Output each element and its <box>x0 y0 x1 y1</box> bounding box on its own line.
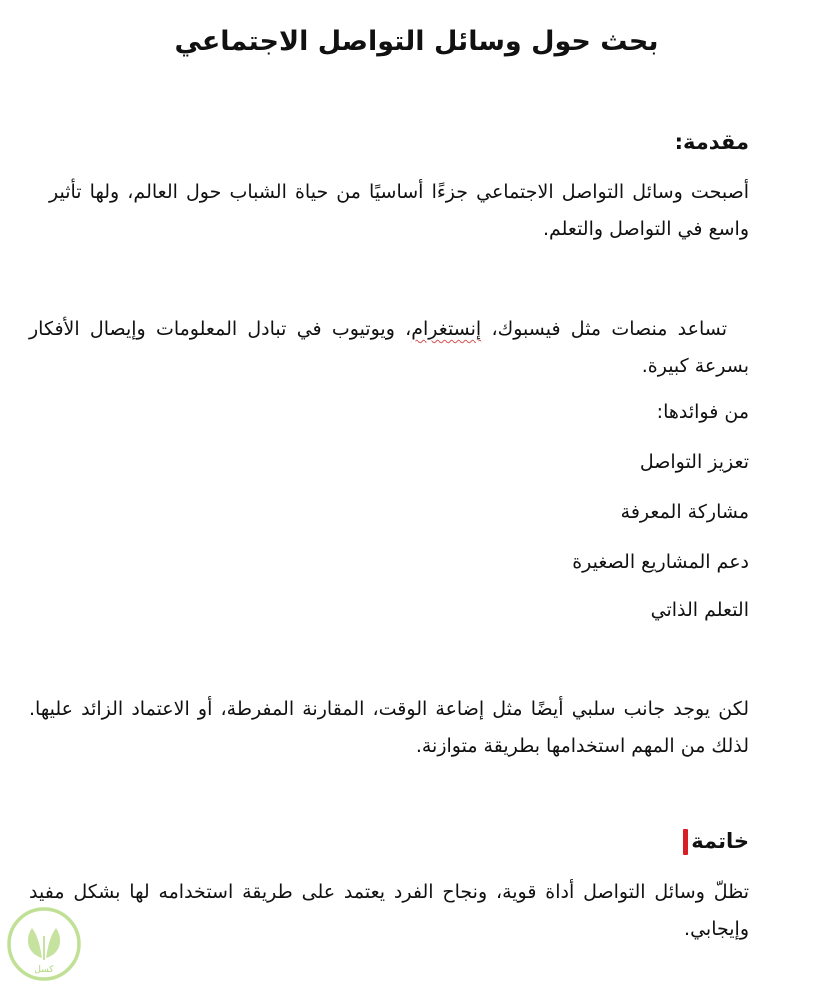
intro-paragraph: أصبحت وسائل التواصل الاجتماعي جزءًا أساسيًا من حياة الشباب حول العالم، ولها تأثير واسع في التواصل والتعلم. <box>49 181 749 240</box>
text-cursor <box>683 829 688 855</box>
platforms-text-after: ، ويوتيوب في تبادل المعلومات وإيصال الأفكار بسرعة كبيرة. <box>29 318 749 377</box>
watermark-logo <box>6 906 82 982</box>
conclusion-paragraph: تظلّ وسائل التواصل أداة قوية، ونجاح الفرد يعتمد على طريقة استخدامه لها بشكل مفيد وإيجابي. <box>29 881 749 940</box>
negatives-paragraph: لكن يوجد جانب سلبي أيضًا مثل إضاعة الوقت، المقارنة المفرطة، أو الاعتماد الزائد عليها. لذلك من المهم استخدامها بطريقة متوازنة. <box>29 698 749 757</box>
conclusion-heading: خاتمة <box>691 829 749 853</box>
document-title: بحث حول وسائل التواصل الاجتماعي <box>174 26 659 57</box>
leaf-icon <box>6 906 82 982</box>
watermark-text: كسل <box>34 965 54 975</box>
conclusion-heading-row <box>683 826 749 856</box>
platforms-paragraph <box>29 311 749 385</box>
intro-heading: مقدمة: <box>674 130 749 154</box>
misspelled-word: إنستغرام <box>411 318 482 340</box>
benefit-item-2: مشاركة المعرفة <box>620 501 749 523</box>
benefit-item-4: التعلم الذاتي <box>650 599 749 621</box>
benefit-item-1: تعزيز التواصل <box>639 451 749 473</box>
benefits-label: من فوائدها: <box>656 401 749 423</box>
benefit-item-3: دعم المشاريع الصغيرة <box>572 551 749 573</box>
platforms-text-before: تساعد منصات مثل فيسبوك، <box>481 318 727 340</box>
